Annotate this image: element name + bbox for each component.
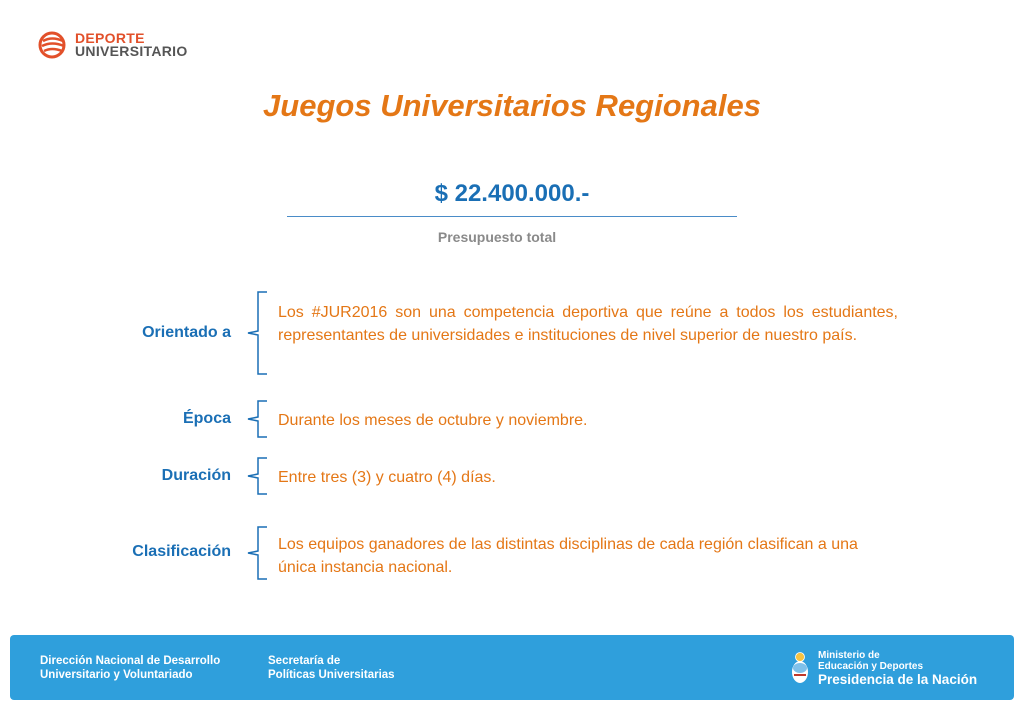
brace-epoca-icon <box>246 400 270 438</box>
footer-right-line-2: Educación y Deportes <box>818 661 924 672</box>
row-text-clasificacion: Los equipos ganadores de las distintas disciplinas de cada región clasifican a una única instancia nacional. <box>278 536 858 576</box>
footer-mid-line-2: Políticas Universitarias <box>268 669 395 681</box>
row-text-orientado: Los #JUR2016 son una competencia deportiva que reúne a todos los estudiantes, representantes de universidades e instituciones de nivel superior de nuestro país. <box>278 304 898 344</box>
logo-line-2: UNIVERSITARIO <box>75 43 188 59</box>
row-label-duracion: Duración <box>161 467 231 484</box>
footer-right-line-3: Presidencia de la Nación <box>818 672 978 687</box>
row-label-epoca: Época <box>182 410 231 427</box>
brace-orientado-icon <box>246 291 270 375</box>
row-text-epoca: Durante los meses de octubre y noviembre. <box>278 412 588 429</box>
deporte-universitario-logo <box>37 30 188 60</box>
brace-clasificacion-icon <box>246 526 270 580</box>
footer-right-line-1: Ministerio de <box>818 650 880 661</box>
footer-mid-line-1: Secretaría de <box>268 655 341 667</box>
row-label-orientado: Orientado a <box>142 324 231 341</box>
footer-left-line-1: Dirección Nacional de Desarrollo <box>40 655 221 667</box>
national-coat-of-arms-icon <box>790 651 810 685</box>
page-title: Juegos Universitarios Regionales <box>263 88 761 123</box>
row-text-duracion: Entre tres (3) y cuatro (4) días. <box>278 469 496 486</box>
budget-divider <box>287 216 737 217</box>
budget-caption: Presupuesto total <box>437 229 557 245</box>
footer-direccion <box>40 654 220 682</box>
brace-duracion-icon <box>246 457 270 495</box>
footer-ministerio <box>818 650 977 688</box>
logo-emblem-icon <box>37 30 69 60</box>
budget-amount: $ 22.400.000.- <box>434 180 590 207</box>
footer-left-line-2: Universitario y Voluntariado <box>40 669 193 681</box>
logo-line-1: DEPORTE <box>75 30 145 46</box>
footer-secretaria <box>268 654 395 682</box>
row-label-clasificacion: Clasificación <box>132 543 231 560</box>
footer-banner <box>10 635 1014 700</box>
